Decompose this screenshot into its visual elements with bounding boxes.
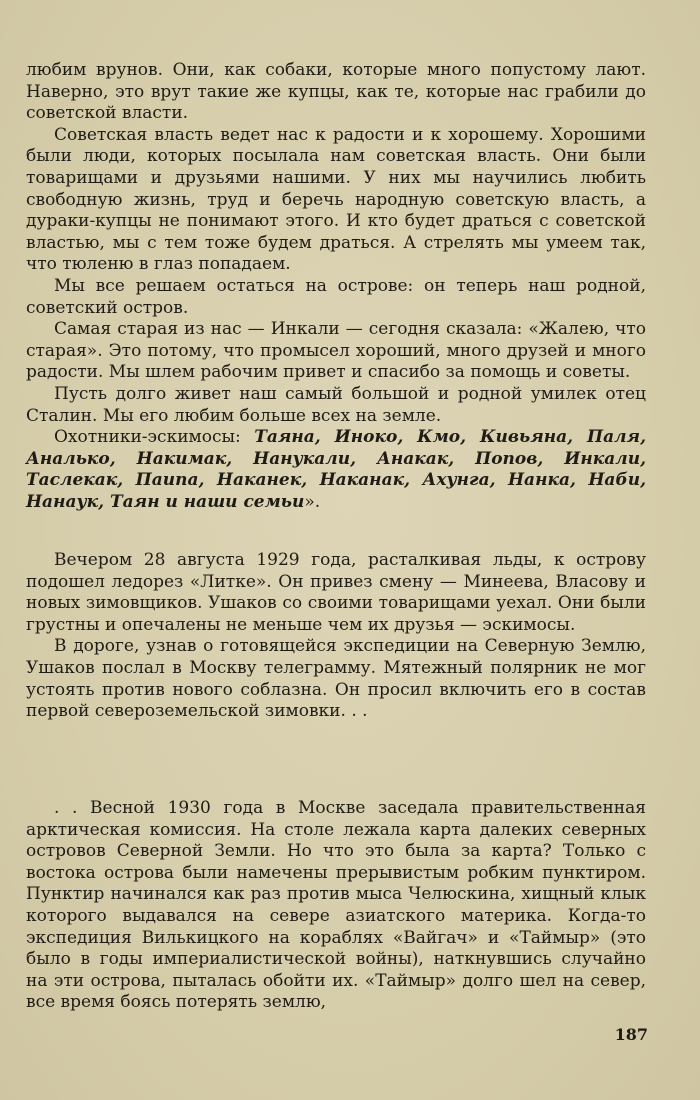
paragraph: Пусть долго живет наш самый большой и родной умилек отец Сталин. Мы его любим больше всех на земле.: [26, 383, 646, 426]
text-section-commission: [26, 798, 646, 1014]
paragraph: Советская власть ведет нас к радости и к хорошему. Хорошими были люди, которых посылала нам советская власть. Они были товарищами и друзьями нашими. У них мы научились любить свободную жизнь, труд и беречь народную советскую власть, а дураки-купцы не понимают этого. И кто будет драться с советской властью, мы с тем тоже будем драться. А стрелять мы умеем так, что тюленю в глаз попадаем.: [26, 124, 646, 275]
signatories-lead: Охотники-эскимосы:: [54, 427, 255, 448]
paragraph: . . Весной 1930 года в Москве заседала правительственная арктическая комиссия. На столе лежала карта далеких северных островов Северной Земли. Но что это была за карта? Только с востока острова были намечены прерывистым робким пунктиром. Пунктир начинался как раз против мыса Челюскина, хищный клык которого выдавался на севере азиатского материка. Когда-то экспедиция Вилькицкого на кораблях «Вайгач» и «Таймыр» (это было в годы империалистической войны), наткнувшись случайно на эти острова, пыталась обойти их. «Таймыр» долго шел на север, все время боясь потерять землю,: [26, 798, 646, 1013]
text-section-departure: [26, 550, 646, 723]
paragraph: Вечером 28 августа 1929 года, расталкивая льды, к острову подошел ледорез «Литке». Он привез смену — Минеева, Власову и новых зимовщиков. Ушаков со своими товарищами уехал. Они были грустны и опечалены не меньше чем их друзья — эскимосы.: [26, 550, 646, 635]
paragraph: любим врунов. Они, как собаки, которые много попустому лают. Наверно, это врут такие же купцы, как те, которые нас грабили до советской власти.: [26, 60, 646, 124]
paragraph: В дороге, узнав о готовящейся экспедиции на Северную Землю, Ушаков послал в Москву телеграмму. Мятежный полярник не мог устоять против нового соблазна. Он просил включить его в состав первой североземельской зимовки. . .: [26, 636, 646, 722]
text-section-letter: [26, 60, 646, 513]
signatories-tail: ».: [304, 491, 321, 512]
paragraph: Мы все решаем остаться на острове: он теперь наш родной, советский остров.: [26, 275, 646, 318]
page-number: 187: [614, 1025, 648, 1044]
signatories-paragraph: [26, 427, 646, 513]
paragraph: Самая старая из нас — Инкали — сегодня сказала: «Жалею, что старая». Это потому, что промысел хороший, много друзей и много радости. Мы шлем рабочим привет и спасибо за помощь и советы.: [26, 319, 646, 383]
signatories-names: Таяна, Иноко, Кмо, Кивьяна, Паля, Аналько, Накимак, Нанукали, Анакак, Попов, Инкали, Таслекак, Паипа, Наканек, Наканак, Ахунга, Нанка, Наби, Нанаук, Таян и наши семьи: [26, 427, 646, 512]
